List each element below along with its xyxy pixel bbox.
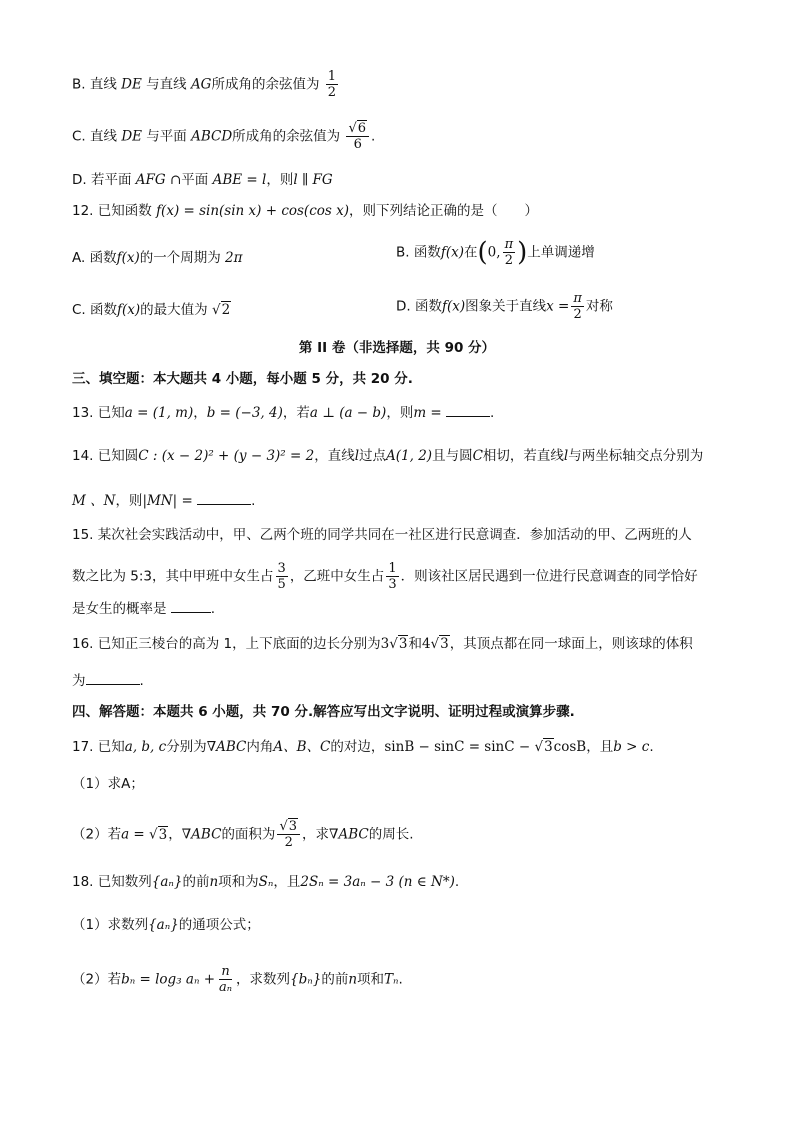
- q12-d-fraction: [571, 292, 584, 321]
- q13-dot: .: [490, 405, 495, 421]
- q15-line3: [72, 598, 215, 619]
- q11-b-fraction: [326, 70, 338, 99]
- q15-text-c: ．则该社区居民遇到一位进行民意调查的同学恰好: [400, 568, 698, 585]
- q17-p2-a-val: a =: [121, 826, 150, 843]
- q11-d-eq: = l: [246, 172, 267, 188]
- q16-line2: [72, 670, 144, 691]
- q11-d-l: l: [293, 172, 298, 188]
- q15-dot: .: [210, 601, 216, 617]
- q18-part2: [72, 965, 403, 994]
- q11-c-end: 所成角的余弦值为: [232, 128, 341, 145]
- q13-m: m =: [413, 405, 442, 421]
- q13-text: 13. 已知: [72, 405, 125, 421]
- q12-option-d: [396, 292, 613, 321]
- q17-eq-end: cosB: [553, 739, 587, 755]
- q12-c-sqrt-sign: √: [211, 302, 221, 318]
- q17-dot: .: [649, 739, 654, 755]
- q17-stem: [72, 737, 654, 757]
- q12-d-num: π: [573, 291, 582, 306]
- q11-b-end: 所成角的余弦值为: [211, 76, 320, 93]
- q12-b-fx: f(x): [440, 244, 465, 261]
- q12-option-b: [396, 238, 595, 267]
- q18-text1: 18. 已知数列: [72, 874, 152, 890]
- q18-p2-tn: Tₙ: [384, 971, 399, 988]
- q11-b-de: DE: [121, 76, 142, 93]
- q12-stem-text: 12. 已知函数: [72, 203, 152, 219]
- q12-a-end: 的一个周期为: [139, 250, 221, 266]
- q14-point: A(1, 2): [386, 448, 433, 464]
- q14-c: C: [472, 448, 483, 464]
- q18-part1: [72, 915, 260, 935]
- q18-dot: .: [454, 874, 460, 890]
- q16-v1-coef: 3: [380, 636, 390, 652]
- q12-stem: [72, 201, 538, 221]
- q11-b-num: 1: [327, 69, 337, 84]
- q14-line2: [72, 490, 255, 511]
- q14-text5: 相切，若直线: [482, 448, 564, 464]
- q14-text4: 且与圆: [432, 448, 473, 464]
- q17-text3: 内角: [246, 739, 274, 755]
- q17-p2-fraction: [277, 820, 300, 849]
- q11-c-num-rad: 6: [357, 121, 367, 136]
- q12-b-den: 2: [504, 253, 513, 268]
- q18-p2-text-b: ，求数列: [236, 971, 291, 988]
- q17-p2-text-d: ，求: [302, 826, 330, 843]
- q13-answer-blank[interactable]: [446, 402, 490, 417]
- q18-p1-seq: {aₙ}: [148, 917, 179, 933]
- q12-d-den: 2: [573, 307, 582, 322]
- q14-mn-points: M 、N: [72, 493, 116, 509]
- q15-line1: 15. 某次社会实践活动中，甲、乙两个班的同学共同在一社区进行民意调查．参加活动的甲、乙两班的人: [72, 527, 692, 543]
- q18-p1-text-b: 的通项公式；: [178, 917, 260, 933]
- q12-a-val: 2π: [225, 250, 243, 266]
- q18-p2-dot: .: [398, 971, 403, 988]
- q11-c-text: C. 直线: [72, 128, 118, 145]
- q16-line1: [72, 634, 693, 654]
- q11-option-d: [72, 170, 333, 190]
- q16-text-b: ，其顶点都在同一球面上，则该球的体积: [449, 636, 693, 652]
- q11-d-text: D. 若平面: [72, 172, 132, 188]
- q12-c-text: C. 函数: [72, 302, 118, 318]
- q15-line2: [72, 562, 698, 591]
- q18-p2-fraction: [217, 965, 234, 994]
- q17-p2-sqrt-sign: √: [149, 826, 158, 843]
- q12-b-in: 在: [464, 244, 478, 261]
- q16-and: 和: [408, 636, 422, 652]
- q16-v2-rad: 3: [440, 636, 449, 652]
- q12-b-paren-open: (: [477, 237, 488, 268]
- q13: [72, 402, 494, 423]
- q18-n: n: [209, 874, 219, 890]
- q11-c-den: 6: [353, 137, 362, 152]
- q18-equation: 2Sₙ = 3aₙ − 3 (n ∈ N*): [300, 874, 455, 890]
- q11-c-num: √6: [346, 122, 369, 137]
- q15-text-b: ，乙班中女生占: [289, 568, 385, 585]
- q13-b-vec: b = (−3, 4): [206, 405, 283, 421]
- q15-fraction-2: [386, 562, 398, 591]
- q12-b-int-left: 0,: [487, 244, 501, 261]
- q17-p2-text-c: 的面积为: [221, 826, 276, 843]
- q12-b-fraction: [503, 238, 516, 267]
- q18-sn: Sₙ: [258, 874, 274, 890]
- q17-abc: a, b, c: [124, 739, 167, 755]
- q12-b-text: B. 函数: [396, 244, 441, 261]
- q18-p2-den: aₙ: [219, 980, 233, 995]
- q11-c-mid: 与平面: [146, 128, 187, 145]
- q11-d-abe: ABE: [212, 172, 243, 188]
- q16-v2-sqrt: √: [430, 636, 440, 652]
- q14-dot: .: [251, 493, 256, 509]
- q13-ask: ，则: [386, 405, 414, 421]
- q12-a-fx: f(x): [116, 250, 140, 266]
- q12-c-fx: f(x): [117, 302, 141, 318]
- q16-dot: .: [139, 673, 144, 689]
- q17-p2-text-e: 的周长.: [368, 826, 414, 843]
- q16-answer-blank[interactable]: [86, 670, 140, 685]
- q15-text-3: 是女生的概率是: [72, 601, 167, 617]
- q17-p2-tri2: ∇ABC: [329, 826, 369, 843]
- q14-answer-blank[interactable]: [197, 490, 251, 505]
- q17-p2-text-a: （2）若: [72, 826, 122, 843]
- q17-p2-num: √3: [277, 820, 300, 835]
- q17-angles: A、B、C: [273, 739, 331, 755]
- q18-text4: ，且: [273, 874, 301, 890]
- q17-equation: sinB − sinC = sinC −: [384, 739, 535, 755]
- q14-text1: 14. 已知圆: [72, 448, 139, 464]
- q18-p2-text-d: 项和: [357, 971, 385, 988]
- q11-b-mid: 与直线: [146, 76, 187, 93]
- q16-v2-coef: 4: [421, 636, 431, 652]
- q12-option-c: [72, 300, 231, 320]
- q15-f1-den: 5: [277, 577, 286, 592]
- q13-cond: a ⊥ (a − b): [309, 405, 387, 421]
- q11-b-den: 2: [327, 85, 337, 100]
- q14-text2: ，直线: [314, 448, 355, 464]
- q15-text-a: 数之比为 5:3，其中甲班中女生占: [72, 568, 274, 585]
- q17-text1: 17. 已知: [72, 739, 125, 755]
- q12-b-num: π: [504, 237, 514, 252]
- part2-title: 第 II 卷（非选择题，共 90 分）: [298, 340, 496, 356]
- q12-d-end: 对称: [585, 298, 613, 315]
- q17-triangle: ∇ABC: [206, 739, 247, 755]
- q12-b-paren-close: ): [517, 237, 528, 268]
- q11-option-b: [72, 70, 340, 99]
- q11-d-par: ∥: [301, 172, 309, 188]
- q11-d-cap: ∩: [169, 172, 182, 188]
- q12-d-x: x =: [546, 298, 570, 315]
- q14-mn: |MN| =: [142, 493, 193, 509]
- q17-text5: ，且: [586, 739, 614, 755]
- q11-d-afg: AFG: [135, 172, 166, 188]
- q11-d-fg: FG: [312, 172, 333, 188]
- q18-p2-n: n: [348, 971, 358, 988]
- q15-f1-num: 3: [277, 561, 286, 576]
- q17-p2-text-b: ，: [168, 826, 182, 843]
- q15-f2-den: 3: [388, 577, 397, 592]
- q11-c-de: DE: [121, 128, 142, 145]
- q18-p2-text-a: （2）若: [72, 971, 122, 988]
- q13-cond-pre: ，若: [282, 405, 310, 421]
- q13-a-vec: a = (1, m): [124, 405, 194, 421]
- q18-seq: {aₙ}: [151, 874, 183, 890]
- q17-text2: 分别为: [166, 739, 207, 755]
- q11-c-abcd: ABCD: [191, 128, 233, 145]
- q18-p2-text-c: 的前: [321, 971, 349, 988]
- q12-d-fx: f(x): [441, 298, 466, 315]
- q17-inequality: b > c: [613, 739, 650, 755]
- q15-f2-num: 1: [388, 561, 397, 576]
- q12-stem-end: ，则下列结论正确的是（ ）: [349, 203, 538, 219]
- q12-c-rad: 2: [221, 302, 231, 318]
- q18-stem: [72, 872, 459, 892]
- q17-part2: [72, 820, 414, 849]
- q14-circle: C : (x − 2)² + (y − 3)² = 2: [138, 448, 315, 464]
- q15-answer-blank[interactable]: [171, 598, 211, 613]
- q11-b-text: B. 直线: [72, 76, 117, 93]
- q12-function: f(x) = sin(sin x) + cos(cos x): [156, 203, 349, 219]
- q12-d-mid: 图象关于直线: [465, 298, 547, 315]
- q17-part1: （1）求A；: [72, 776, 144, 792]
- q17-p2-rad: 3: [158, 826, 168, 843]
- q14-text6: 与两坐标轴交点分别为: [568, 448, 704, 464]
- q12-b-end: 上单调递增: [527, 244, 595, 261]
- section4-heading: 四、解答题：本题共 6 小题，共 70 分.解答应写出文字说明、证明过程或演算步骤.: [72, 704, 575, 720]
- q12-d-text: D. 函数: [396, 298, 442, 315]
- q14-l: l: [354, 448, 360, 464]
- q14-l2: l: [563, 448, 569, 464]
- q17-rad: 3: [544, 739, 553, 755]
- q17-p2-den: 2: [284, 835, 293, 850]
- q18-p2-bn: bₙ = log₃ aₙ +: [121, 971, 216, 988]
- q11-d-then: ，则: [266, 172, 294, 188]
- q16-text-a: 16. 已知正三棱台的高为 1，上下底面的边长分别为: [72, 636, 381, 652]
- q16-v1-sqrt: √: [389, 636, 398, 652]
- q18-p2-num: n: [221, 964, 230, 979]
- q15-fraction-1: [276, 562, 288, 591]
- q18-p1-text-a: （1）求数列: [72, 917, 149, 933]
- q14-then: ，则: [115, 493, 143, 509]
- q11-c-fraction: [346, 122, 369, 151]
- q18-text2: 的前: [182, 874, 210, 890]
- q12-option-a: [72, 248, 243, 268]
- q18-p2-seq: {bₙ}: [290, 971, 322, 988]
- q17-sqrt-sign: √: [534, 739, 544, 755]
- q16-v1-rad: 3: [398, 636, 408, 652]
- q17-text4: 的对边，: [330, 739, 385, 755]
- q18-text3: 项和为: [218, 874, 259, 890]
- q14-text3: 过点: [359, 448, 387, 464]
- q14-line1: [72, 446, 703, 466]
- q17-p2-tri: ∇ABC: [181, 826, 222, 843]
- q16-text-2: 为: [72, 673, 86, 689]
- q13-sep: ，: [193, 405, 207, 421]
- q11-d-mid: 平面: [181, 172, 209, 188]
- q17-p2-num-rad: 3: [288, 819, 298, 834]
- section3-heading: 三、填空题：本大题共 4 小题，每小题 5 分，共 20 分.: [72, 371, 413, 387]
- q11-b-ag: AG: [190, 76, 212, 93]
- q12-c-end: 的最大值为: [140, 302, 208, 318]
- q12-a-text: A. 函数: [72, 250, 117, 266]
- q11-c-dot: .: [371, 128, 376, 145]
- q11-option-c: [72, 122, 375, 151]
